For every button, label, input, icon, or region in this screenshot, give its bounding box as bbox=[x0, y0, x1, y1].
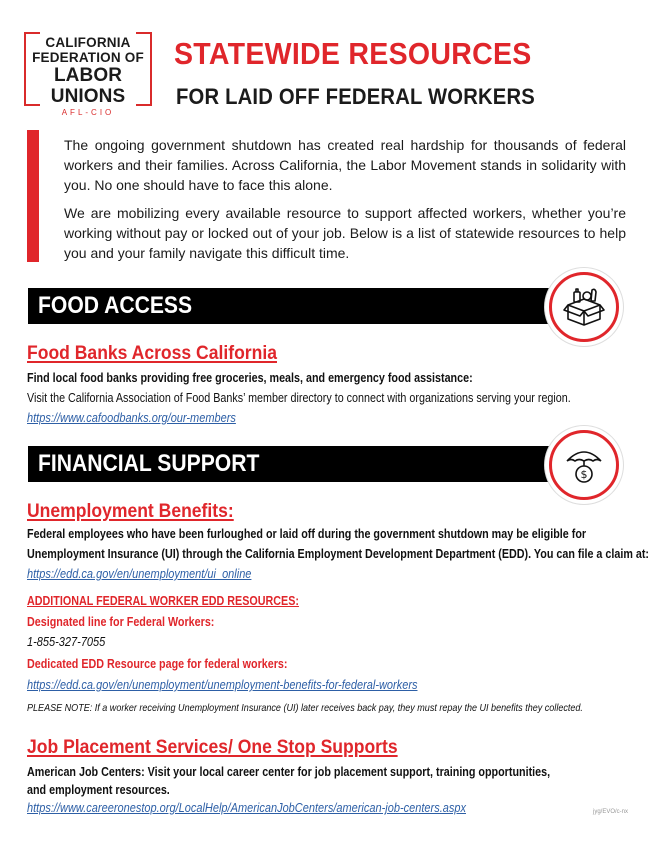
federation-logo bbox=[24, 32, 152, 117]
intro-paragraph-2: We are mobilizing every available resource to support affected workers, whether you’re working without pay or locked out of your job. Below is a list of statewide resources to help you and your family navigate this difficult time. bbox=[64, 205, 626, 261]
financial-support-title: FINANCIAL SUPPORT bbox=[38, 450, 260, 477]
intro-text bbox=[64, 135, 626, 263]
job-placement-line-1: American Job Centers: Visit your local career center for job placement support, training opportunities, bbox=[27, 765, 551, 779]
logo-sub: AFL-CIO bbox=[61, 108, 115, 117]
unemployment-heading: Unemployment Benefits: bbox=[27, 500, 234, 522]
designated-phone[interactable]: 1-855-327-7055 bbox=[27, 635, 106, 649]
page-subtitle: FOR LAID OFF FEDERAL WORKERS bbox=[176, 84, 535, 109]
unemployment-link[interactable]: https://edd.ca.gov/en/unemployment/ui_online bbox=[27, 567, 252, 581]
dedicated-page-label: Dedicated EDD Resource page for federal workers: bbox=[27, 657, 288, 671]
food-access-title: FOOD ACCESS bbox=[38, 292, 193, 319]
logo-line-3: LABOR UNIONS bbox=[50, 65, 126, 107]
unemployment-line-1: Federal employees who have been furloughed or laid off during the government shutdown may be eligible for bbox=[27, 527, 587, 541]
umbrella-money-icon bbox=[549, 430, 619, 500]
food-box-icon bbox=[549, 272, 619, 342]
job-placement-line-2: and employment resources. bbox=[27, 783, 170, 797]
footer-id: jyg/EVO/c-nx bbox=[592, 809, 628, 815]
financial-support-section-bar bbox=[28, 446, 556, 482]
job-placement-heading: Job Placement Services/ One Stop Supports bbox=[27, 736, 398, 758]
dedicated-page-link[interactable]: https://edd.ca.gov/en/unemployment/unemployment-benefits-for-federal-workers bbox=[27, 678, 418, 692]
food-banks-link[interactable]: https://www.cafoodbanks.org/our-members bbox=[27, 411, 236, 425]
intro-paragraph-1: The ongoing government shutdown has created real hardship for thousands of federal workers and their families. Across California, the Labor Movement stands in solidarity with you. No one should have to face this alone. bbox=[64, 137, 626, 193]
logo-line-2: FEDERATION OF bbox=[32, 50, 144, 65]
designated-line-label: Designated line for Federal Workers: bbox=[27, 615, 215, 629]
intro-accent-bar bbox=[27, 130, 39, 262]
food-banks-line-1: Find local food banks providing free groceries, meals, and emergency food assistance: bbox=[27, 371, 473, 385]
logo-line-1: CALIFORNIA bbox=[45, 35, 131, 50]
job-centers-link[interactable]: https://www.careeronestop.org/LocalHelp/AmericanJobCenters/american-job-centers.aspx bbox=[27, 801, 466, 815]
svg-text:$: $ bbox=[580, 468, 588, 481]
additional-resources-heading: ADDITIONAL FEDERAL WORKER EDD RESOURCES: bbox=[27, 594, 299, 608]
food-banks-heading: Food Banks Across California bbox=[27, 342, 277, 364]
unemployment-line-2: Unemployment Insurance (UI) through the California Employment Development Department (EDD). You can file a claim at: bbox=[27, 547, 650, 561]
page-title: STATEWIDE RESOURCES bbox=[174, 36, 532, 71]
food-banks-line-2: Visit the California Association of Food Banks’ member directory to connect with organizations serving your region. bbox=[27, 391, 571, 405]
ui-repay-note: PLEASE NOTE: If a worker receiving Unemployment Insurance (UI) later receives back pay, they must repay the UI benefits they collected. bbox=[27, 702, 583, 714]
food-access-section-bar bbox=[28, 288, 556, 324]
